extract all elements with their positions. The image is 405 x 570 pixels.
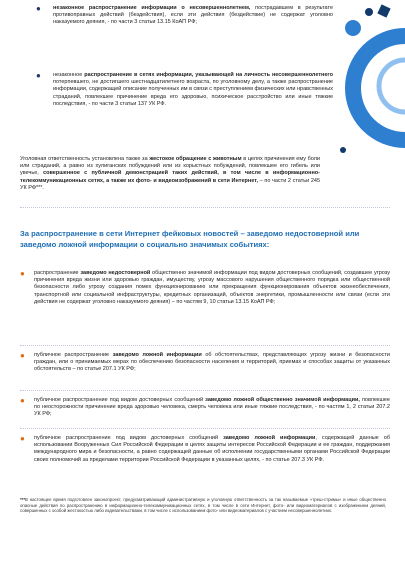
divider xyxy=(20,428,390,429)
body-text: , содержащей данные об использовании Вооруженных Сил Российской Федерации в целях защиты интересов Российской Федерации и ее граждан, поддержания международного мира и безопасности, а равно содержащей данные об исполнении государственными органами Российской Федерации своих полномочий за пределами территории Российской Федерации в указанных целях, - по статье 207.3 УК РФ. xyxy=(34,435,390,463)
body-text: пострадавшем в результате противоправных действий (бездействия), если эти действия (бездействие) не содержат уголовно наказуемого деяния, - по части 3 статьи 13.15 КоАП РФ; xyxy=(53,5,334,26)
body-text: Уголовная ответственность установлена также за xyxy=(20,156,150,162)
emphasis-text: распространение в сетях информации, указывающей на личность несовершеннолетнего xyxy=(84,72,333,78)
body-text: незаконное xyxy=(53,72,85,78)
list-item xyxy=(34,352,390,374)
body-text: в целях причинения ему боли или страданий, а равно из хулиганских побуждений или из корыстных побуждений, повлекшее его гибель или увечье, xyxy=(20,156,320,177)
body-text: об обстоятельствах, представляющих угрозу жизни и безопасности граждан, или о принимаемых мерах по обеспечению безопасности населения и территорий, приемах и способах защиты от указанных обстоятельств – по статье 207.1 УК РФ; xyxy=(34,352,390,373)
divider xyxy=(20,345,390,346)
body-text: публичное распространение под видом достоверных сообщений xyxy=(34,397,206,403)
bullet-icon: ● xyxy=(36,71,41,80)
emphasis-text: заведомо ложной информации xyxy=(223,435,316,441)
section-heading: За распространение в сети Интернет фейковых новостей – заведомо недостоверной или заведомо ложной информации о социально значимых событиях: xyxy=(20,229,360,249)
animal-cruelty-paragraph xyxy=(20,156,320,192)
body-text: распространение xyxy=(34,270,81,276)
list-item xyxy=(34,270,390,306)
list-item xyxy=(34,435,390,464)
bullet-icon: ● xyxy=(20,351,25,360)
emphasis-text: незаконное распространение информации о несовершеннолетнем, xyxy=(53,5,251,11)
bullet-icon: ● xyxy=(20,269,25,278)
bullet-icon: ● xyxy=(36,4,41,13)
deco-circle-icon xyxy=(345,20,361,36)
body-text: повлекшее по неосторожности причинение вреда здоровью человека, смерть человека или иные тяжкие последствия, - по частям 1, 2 статьи 207.2 УК РФ; xyxy=(34,397,390,418)
emphasis-text: жестокое обращение с животным xyxy=(149,156,242,162)
list-item xyxy=(53,72,333,108)
body-text: потерпевшего, не достигшего шестнадцатилетнего возраста, по уголовному делу, а также распространение информации, содержащей описание полученных им в связи с преступлением физических или нравственных страданий, повлекшее причинение вреда его здоровью, психическое расстройство или иные тяжкие последствия, - по части 3 статьи 137 УК РФ. xyxy=(53,79,333,107)
emphasis-text: заведомо недостоверной xyxy=(80,270,151,276)
bullet-icon: ● xyxy=(20,396,25,405)
bullet-icon: ● xyxy=(20,434,25,443)
corner-decoration xyxy=(325,0,405,160)
emphasis-text: заведомо ложной информации xyxy=(112,352,202,358)
body-text: – по части 2 статьи 245 УК РФ***. xyxy=(20,177,320,191)
footnote xyxy=(20,497,386,514)
body-text: публичное распространение под видом достоверных сообщений xyxy=(34,435,224,441)
body-text: публичное распространение xyxy=(34,352,113,358)
list-item xyxy=(53,5,333,27)
emphasis-text: заведомо ложной общественно значимой информации, xyxy=(205,397,360,403)
footnote-text: В настоящее время подготовлен законопроект, предусматривающий административную и уголовную ответственность за так называемые «треш-стримы» и иные общественно опасные действия по распространению в информационно-телекоммуникационных сетях, в том числе в сети Интернет, фото- или видеоматериалов с изображением деяний, совершенных с особой жестокостью либо издевательствами, в том числе с использованием фото- или видеоматериалов с участием несовершеннолетних. xyxy=(20,497,386,514)
footnote-mark: *** xyxy=(20,497,26,502)
divider xyxy=(20,207,390,208)
emphasis-text: совершенное с публичной демонстрацией таких действий, в том числе в информационно-телекоммуникационных сетях, а также их фото- и видеоизображений в сети Интернет, xyxy=(20,170,320,184)
divider xyxy=(20,390,390,391)
body-text: общественно значимой информации под видом достоверных сообщений, создавшее угрозу причинения вреда жизни или здоровью граждан, имуществу, угрозу массового нарушения общественного порядка или общественной безопасности либо угрозу создания помех функционированию или прекращения функционирования объектов жизнеобеспечения, транспортной или социальной инфраструктуры, кредитных организаций, объектов энергетики, промышленности или связи (если эти действия не содержат уголовно наказуемого деяния) – по частям 9, 10 статьи 13.15 КоАП РФ; xyxy=(34,270,390,305)
list-item xyxy=(34,397,390,419)
